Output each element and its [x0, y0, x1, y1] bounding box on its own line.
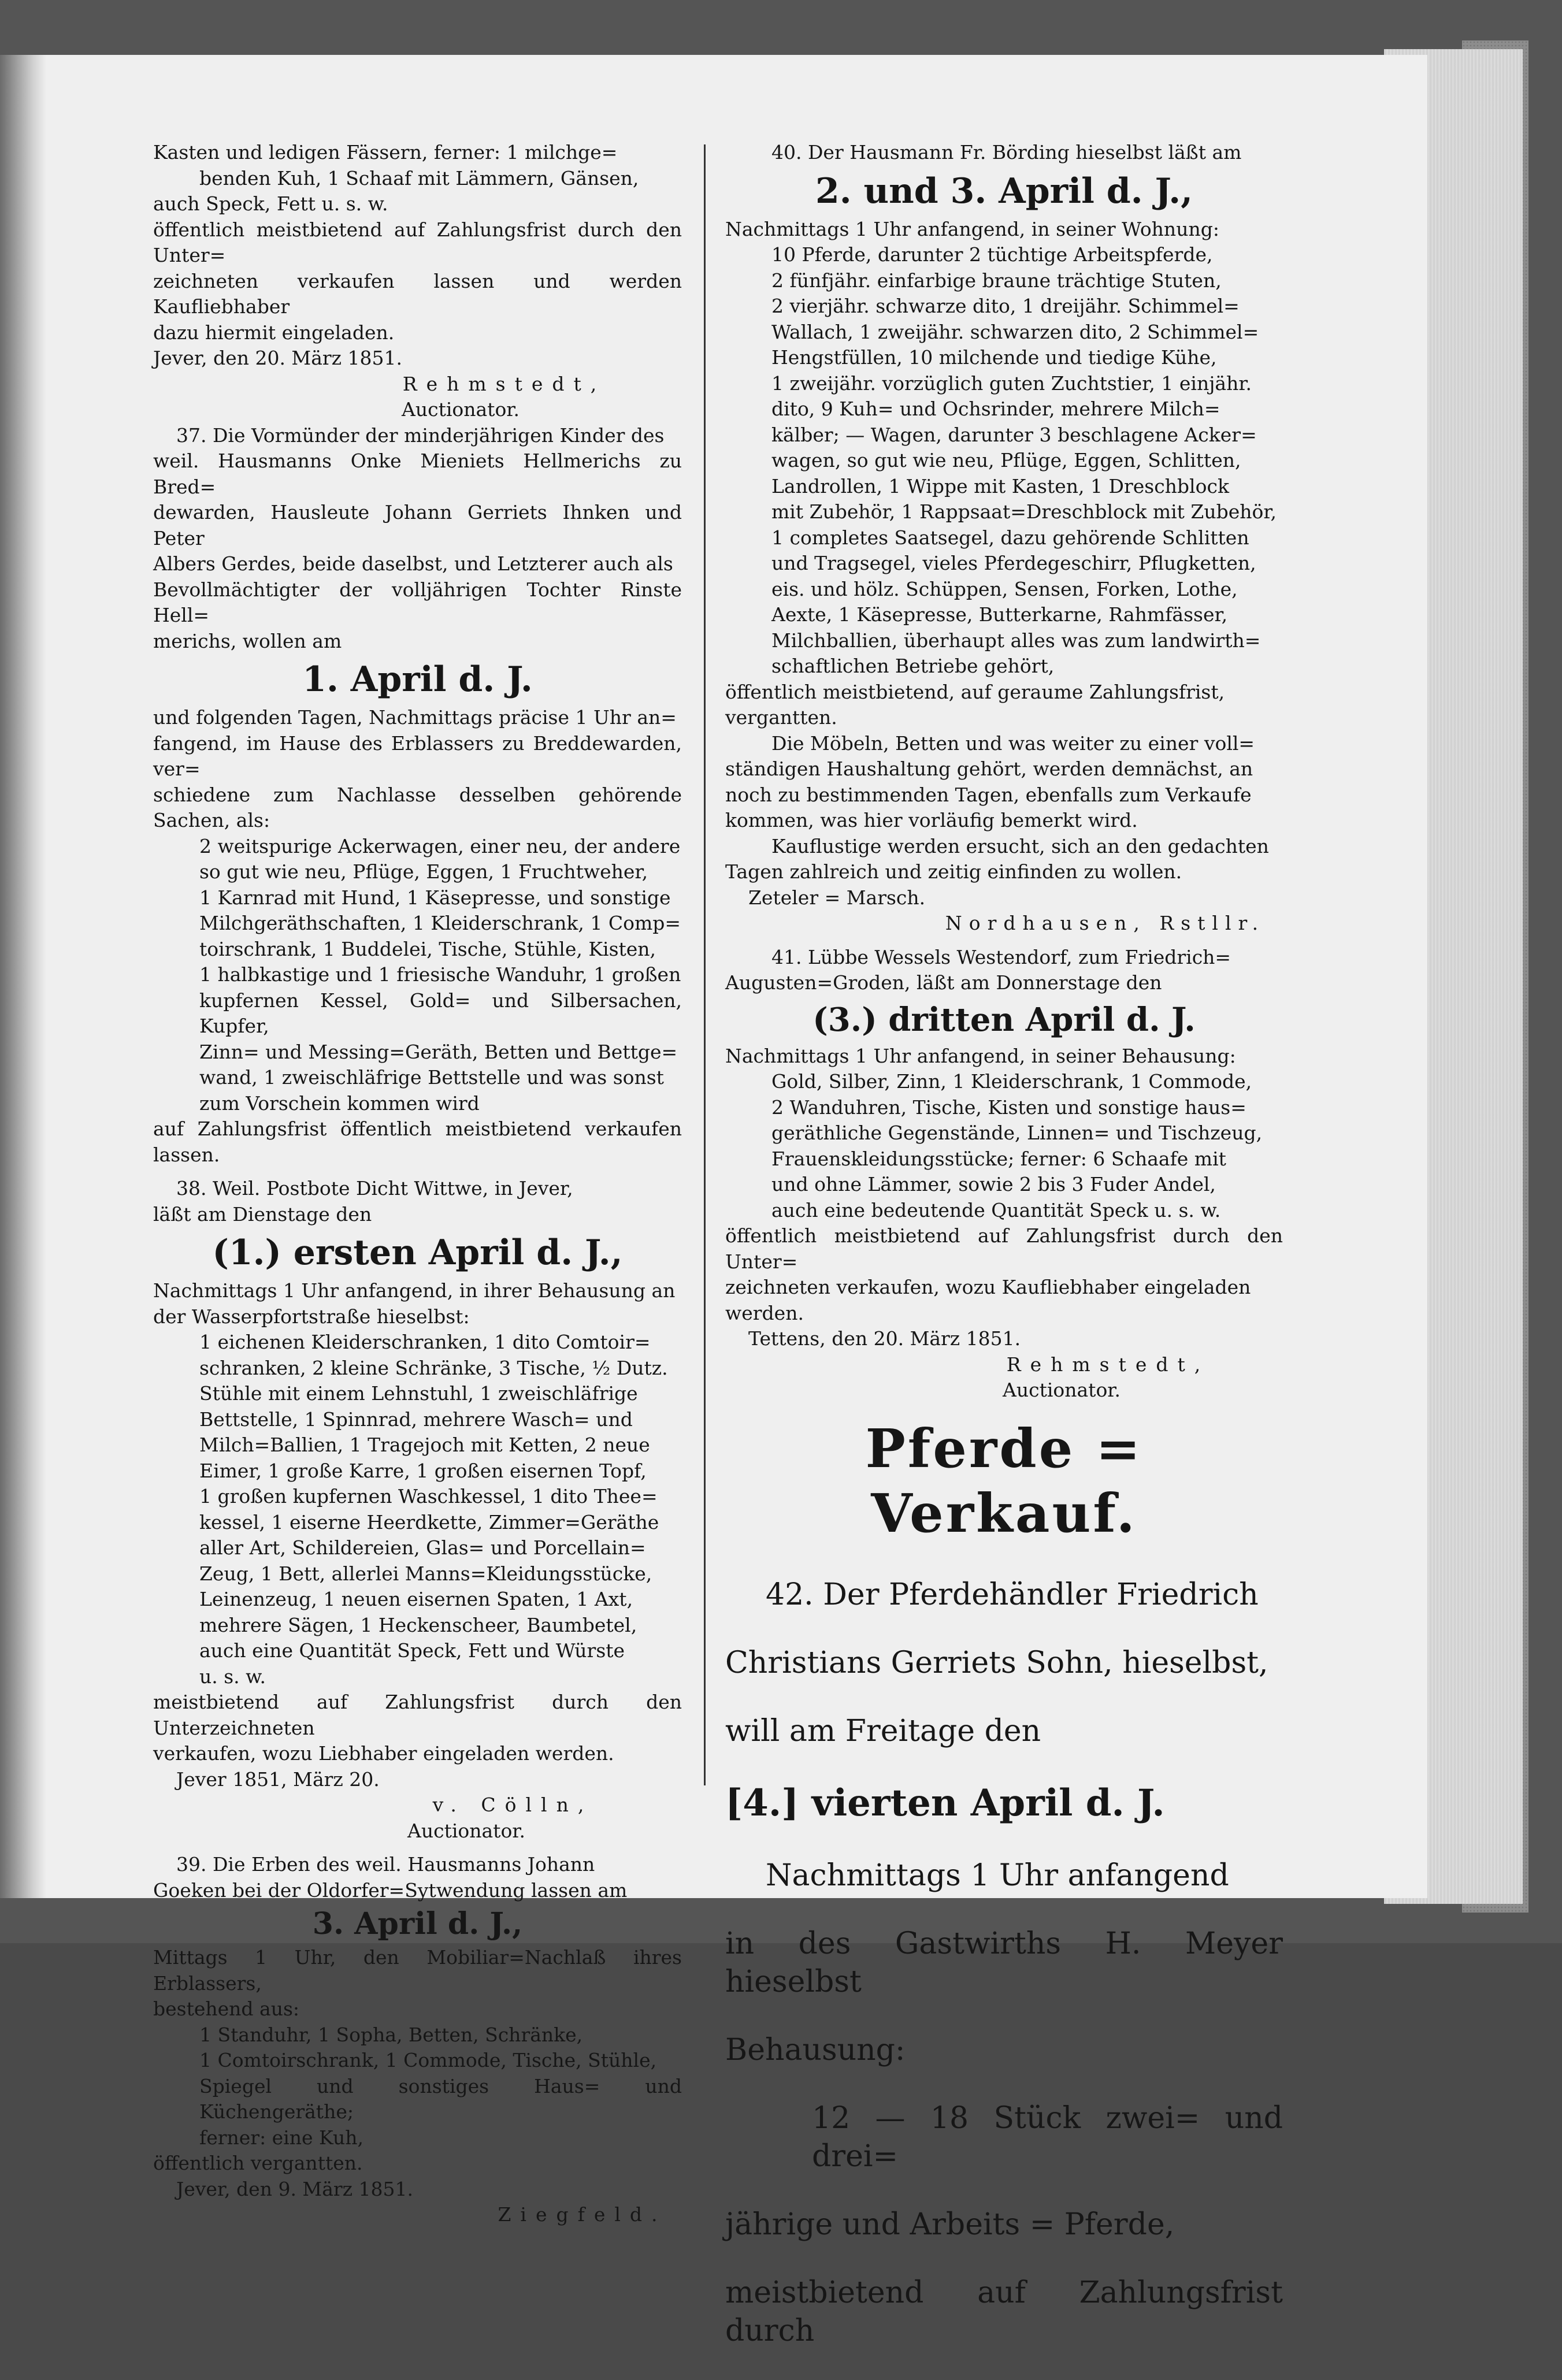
text-line: ständigen Haushaltung gehört, werden demnächst, an: [725, 758, 1253, 780]
text-line: der Wasserpfortstraße hieselbst:: [153, 1305, 470, 1328]
text-line: Die Möbeln, Betten und was weiter zu einer voll=: [771, 732, 1255, 755]
item-line: 1 halbkastige und 1 friesische Wanduhr, 1 großen: [199, 963, 681, 986]
sale-date-heading: [4.] vierten April d. J.: [725, 1781, 1165, 1825]
item-line: auch eine bedeutende Quantität Speck u. s. w.: [771, 1198, 1221, 1221]
auctioneer-role: Auctionator.: [1003, 1379, 1121, 1401]
notice-40: [725, 140, 1283, 937]
text-line: öffentlich vergantten.: [153, 2152, 363, 2174]
item-line: schranken, 2 kleine Schränke, 3 Tische, ½ Dutz.: [199, 1356, 668, 1379]
text-line: 37. Die Vormünder der minderjährigen Kinder des: [176, 424, 665, 447]
item-line: toirschrank, 1 Buddelei, Tische, Stühle, Kisten,: [199, 937, 656, 960]
text-line: weil. Hausmanns Onke Mieniets Hellmerichs zu Bred=: [153, 450, 682, 498]
item-line: u. s. w.: [199, 1665, 266, 1688]
notice-date: Jever, den 20. März 1851.: [153, 347, 403, 369]
text-line: Behausung:: [725, 2032, 906, 2067]
text-line: auch Speck, Fett u. s. w.: [153, 192, 388, 215]
item-line: auch eine Quantität Speck, Fett und Würste: [199, 1639, 625, 1662]
text-line: 42. Der Pferdehändler Friedrich: [766, 1577, 1259, 1612]
item-line: Eimer, 1 große Karre, 1 großen eisernen Topf,: [199, 1459, 647, 1482]
item-line: ferner: eine Kuh,: [199, 2126, 363, 2149]
item-line: meistbietend auf Zahlungsfrist durch: [725, 2275, 1283, 2348]
text-line: Kasten und ledigen Fässern, ferner: 1 milchge=: [153, 141, 618, 164]
gutter-shadow: [0, 55, 46, 1898]
item-line: Hengstfüllen, 10 milchende und tiedige Kühe,: [771, 346, 1217, 369]
text-line: verkaufen, wozu Liebhaber eingeladen werden.: [153, 1742, 614, 1765]
item-line: wagen, so gut wie neu, Pflüge, Eggen, Schlitten,: [771, 449, 1241, 471]
item-line: zum Vorschein kommen wird: [199, 1091, 480, 1115]
notice-38: [153, 1176, 682, 1844]
signature: Nordhausen, Rstllr.: [945, 912, 1266, 934]
item-line: 1 Standuhr, 1 Sopha, Betten, Schränke,: [199, 2023, 583, 2046]
item-line: Aexte, 1 Käsepresse, Butterkarne, Rahmfässer,: [771, 603, 1228, 626]
auctioneer-role: Auctionator.: [407, 1819, 525, 1842]
auctioneer-signature: Rehmstedt,: [1006, 1353, 1210, 1376]
auctioneer-role: Auctionator.: [402, 398, 520, 421]
item-line: aller Art, Schildereien, Glas= und Porcellain=: [199, 1536, 646, 1559]
notice-date: Jever 1851, März 20.: [176, 1768, 380, 1791]
item-line: eis. und hölz. Schüppen, Sensen, Forken, Lothe,: [771, 577, 1238, 600]
text-line: 38. Weil. Postbote Dicht Wittwe, in Jever,: [176, 1177, 573, 1200]
item-line: 2 weitspurige Ackerwagen, einer neu, der andere: [199, 834, 681, 857]
text-line: zeichneten verkaufen lassen und werden Kaufliebhaber: [153, 269, 682, 318]
auctioneer-signature: v. Cölln,: [432, 1794, 593, 1816]
item-line: 1 completes Saatsegel, dazu gehörende Schlitten: [771, 526, 1249, 549]
text-line: auf Zahlungsfrist öffentlich meistbietend verkaufen lassen.: [153, 1117, 682, 1166]
right-column: [725, 140, 1283, 2380]
sale-date-heading: 2. und 3. April d. J.,: [815, 170, 1193, 211]
text-line: dazu hiermit eingeladen.: [153, 321, 395, 344]
item-line: Frauenskleidungsstücke; ferner: 6 Schaafe mit: [771, 1147, 1226, 1170]
text-line: 41. Lübbe Wessels Westendorf, zum Friedrich=: [771, 945, 1231, 968]
text-line: Kauflustige werden ersucht, sich an den gedachten: [771, 834, 1269, 857]
item-line: schaftlichen Betriebe gehört,: [771, 655, 1055, 677]
item-line: 1 eichenen Kleiderschranken, 1 dito Comtoir=: [199, 1331, 651, 1353]
sale-date-heading: 1. April d. J.: [302, 659, 533, 700]
text-line: Tagen zahlreich und zeitig einfinden zu wollen.: [725, 860, 1182, 883]
text-line: öffentlich meistbietend auf Zahlungsfrist durch den Unter=: [153, 218, 682, 266]
item-line: jährige und Arbeits = Pferde,: [725, 2207, 1175, 2242]
item-line: so gut wie neu, Pflüge, Eggen, 1 Fruchtweher,: [199, 860, 648, 883]
text-line: Nachmittags 1 Uhr anfangend, in ihrer Behausung an: [153, 1279, 676, 1302]
item-line: 10 Pferde, darunter 2 tüchtige Arbeitspferde,: [771, 243, 1213, 266]
text-line: Nachmittags 1 Uhr anfangend, in seiner Wohnung:: [725, 217, 1219, 240]
text-line: 39. Die Erben des weil. Hausmanns Johann: [176, 1853, 595, 1876]
item-line: und Tragsegel, vieles Pferdegeschirr, Pflugketten,: [771, 552, 1256, 574]
item-line: 2 vierjähr. schwarze dito, 1 dreijähr. Schimmel=: [771, 295, 1240, 317]
item-line: Milchgeräthschaften, 1 Kleiderschrank, 1 Comp=: [199, 912, 681, 934]
text-line: Augusten=Groden, läßt am Donnerstage den: [725, 971, 1162, 994]
item-line: kessel, 1 eiserne Heerdkette, Zimmer=Geräthe: [199, 1510, 659, 1534]
text-line: vergantten.: [725, 706, 837, 729]
notice-date: Tettens, den 20. März 1851.: [748, 1327, 1021, 1350]
notice-41: [725, 945, 1283, 1404]
item-line: Leinenzeug, 1 neuen eisernen Spaten, 1 Axt,: [199, 1588, 633, 1610]
intro-notice: [153, 140, 682, 423]
sale-date-heading: (1.) ersten April d. J.,: [212, 1232, 623, 1273]
item-line: 1 großen kupfernen Waschkessel, 1 dito Thee=: [199, 1485, 658, 1508]
text-line: dewarden, Hausleute Johann Gerriets Ihnken und Peter: [153, 501, 682, 549]
text-line: Goeken bei der Oldorfer=Sytwendung lassen am: [153, 1878, 628, 1902]
text-line: Mittags 1 Uhr, den Mobiliar=Nachlaß ihres Erblassers,: [153, 1946, 682, 1995]
notice-date: Jever, den 9. März 1851.: [176, 2177, 414, 2200]
column-rule: [704, 144, 706, 1785]
item-line: 1 Karnrad mit Hund, 1 Käsepresse, und sonstige: [199, 886, 671, 909]
text-line: schiedene zum Nachlasse desselben gehörende Sachen, als:: [153, 783, 682, 831]
item-line: und ohne Lämmer, sowie 2 bis 3 Fuder Andel,: [771, 1173, 1216, 1195]
sale-date-heading: (3.) dritten April d. J.: [812, 1000, 1196, 1039]
text-line: fangend, im Hause des Erblassers zu Breddewarden, ver=: [153, 732, 682, 780]
item-line: 12 — 18 Stück zwei= und drei=: [812, 2100, 1283, 2174]
item-line: mehrere Sägen, 1 Heckenscheer, Baumbetel,: [199, 1613, 637, 1636]
headline-horse-sale: Pferde = Verkauf.: [865, 1417, 1143, 1544]
item-line: kälber; — Wagen, darunter 3 beschlagene Acker=: [771, 423, 1257, 446]
item-line: 1 Comtoirschrank, 1 Commode, Tische, Stühle,: [199, 2049, 657, 2071]
notice-42: [725, 1576, 1283, 2350]
signature: Ziegfeld.: [498, 2203, 667, 2226]
text-line: zeichneten verkaufen, wozu Kaufliebhaber eingeladen: [725, 1276, 1251, 1298]
text-line: läßt am Dienstage den: [153, 1202, 372, 1226]
item-line: Milchballien, überhaupt alles was zum landwirth=: [771, 629, 1261, 652]
item-line: geräthliche Gegenstände, Linnen= und Tischzeug,: [771, 1122, 1263, 1144]
text-line: öffentlich meistbietend, auf geraume Zahlungsfrist,: [725, 680, 1225, 703]
item-line: Zeug, 1 Bett, allerlei Manns=Kleidungsstücke,: [199, 1562, 652, 1585]
item-line: Wallach, 1 zweijähr. schwarzen dito, 2 Schimmel=: [771, 320, 1259, 343]
left-column: [153, 140, 682, 2228]
text-line: Nachmittags 1 Uhr anfangend, in seiner Behausung:: [725, 1044, 1236, 1067]
text-line: Bevollmächtigter der volljährigen Tochter Rinste Hell=: [153, 578, 682, 626]
place-line: Zeteler = Marsch.: [748, 886, 926, 909]
text-line: will am Freitage den: [725, 1713, 1041, 1748]
text-line: 40. Der Hausmann Fr. Börding hieselbst läßt am: [771, 141, 1242, 164]
item-line: dito, 9 Kuh= und Ochsrinder, mehrere Milch=: [771, 398, 1220, 420]
text-line: in des Gastwirths H. Meyer hieselbst: [725, 1926, 1283, 1999]
text-line: merichs, wollen am: [153, 629, 342, 652]
text-line: benden Kuh, 1 Schaaf mit Lämmern, Gänsen,: [199, 166, 639, 190]
text-line: Albers Gerdes, beide daselbst, und Letzterer auch als: [153, 552, 673, 575]
text-line: noch zu bestimmenden Tagen, ebenfalls zum Verkaufe: [725, 783, 1252, 806]
text-line: Christians Gerriets Sohn, hieselbst,: [725, 1645, 1268, 1680]
text-line: und folgenden Tagen, Nachmittags präcise 1 Uhr an=: [153, 706, 677, 729]
text-line: kommen, was hier vorläufig bemerkt wird.: [725, 809, 1138, 831]
item-line: Landrollen, 1 Wippe mit Kasten, 1 Dreschblock: [771, 474, 1229, 497]
text-line: meistbietend auf Zahlungsfrist durch den Unterzeichneten: [153, 1691, 682, 1739]
item-line: Bettstelle, 1 Spinnrad, mehrere Wasch= und: [199, 1408, 633, 1431]
item-line: wand, 1 zweischläfrige Bettstelle und was sonst: [199, 1066, 664, 1089]
sale-date-heading: 3. April d. J.,: [312, 1906, 523, 1941]
text-line: bestehend aus:: [153, 1997, 300, 2020]
item-line: Zinn= und Messing=Geräth, Betten und Bettge=: [199, 1040, 678, 1063]
auctioneer-signature: Rehmstedt,: [402, 372, 606, 395]
item-line: kupfernen Kessel, Gold= und Silbersachen, Kupfer,: [199, 989, 682, 1037]
text-line: öffentlich meistbietend auf Zahlungsfrist durch den Unter=: [725, 1224, 1283, 1273]
item-line: Stühle mit einem Lehnstuhl, 1 zweischläfrige: [199, 1382, 638, 1405]
notice-37: [153, 423, 682, 1168]
item-line: Milch=Ballien, 1 Tragejoch mit Ketten, 2 neue: [199, 1434, 650, 1456]
item-line: 1 zweijähr. vorzüglich guten Zuchtstier, 1 einjähr.: [771, 372, 1252, 395]
item-line: 2 Wanduhren, Tische, Kisten und sonstige haus=: [771, 1096, 1246, 1119]
text-line: werden.: [725, 1301, 804, 1324]
text-line: Nachmittags 1 Uhr anfangend: [766, 1858, 1229, 1893]
notice-39: [153, 1852, 682, 2228]
item-line: Spiegel und sonstiges Haus= und Küchengeräthe;: [199, 2074, 682, 2123]
item-line: mit Zubehör, 1 Rappsaat=Dreschblock mit Zubehör,: [771, 500, 1277, 523]
item-line: Gold, Silber, Zinn, 1 Kleiderschrank, 1 Commode,: [771, 1070, 1252, 1093]
item-line: 2 fünfjähr. einfarbige braune trächtige Stuten,: [771, 269, 1222, 292]
